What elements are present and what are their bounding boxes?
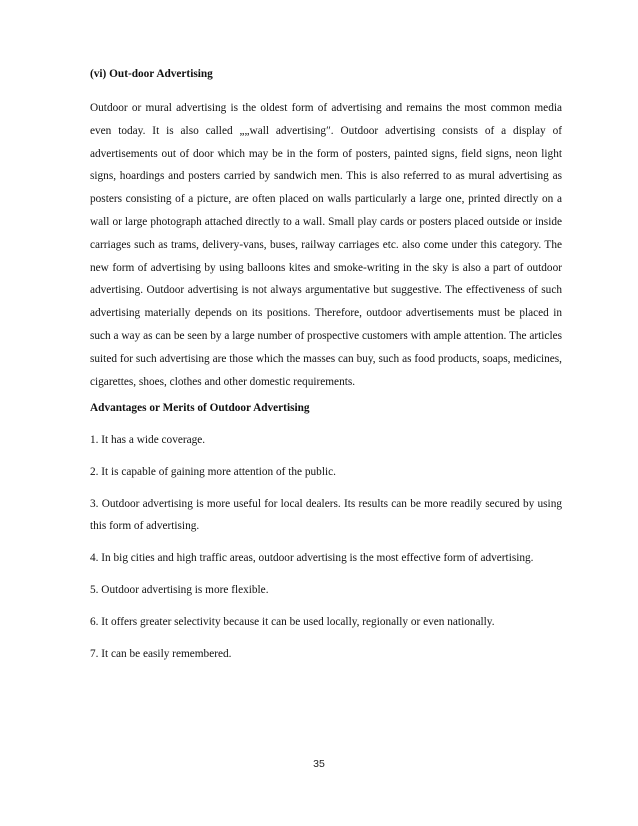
page-content <box>90 63 562 665</box>
section-heading: (vi) Out-door Advertising <box>90 68 213 80</box>
advantage-item-1: 1. It has a wide coverage. <box>90 434 206 447</box>
advantage-item-4: 4. In big cities and high traffic areas, outdoor advertising is the most effective form of advertising. <box>90 552 534 565</box>
advantage-item-3: 3. Outdoor advertising is more useful for local dealers. Its results can be more readily secured by using this form of advertising. <box>90 498 562 533</box>
advantages-heading: Advantages or Merits of Outdoor Advertising <box>90 402 310 415</box>
section-paragraph: Outdoor or mural advertising is the oldest form of advertising and remains the most common media even today. It is also called „„wall advertising″. Outdoor advertising consists of a display of advertisements out of door which may be in the form of posters, painted signs, field signs, neon light signs, hoardings and posters carried by sandwich men. This is also referred to as mural advertising as posters consisting of a picture, are often placed on walls particularly a large one, printed directly on a wall or large photograph attached directly to a wall. Small play cards or posters placed outside or inside carriages such as trams, delivery-vans, buses, railway carriages etc. also come under this category. The new form of advertising by using balloons kites and smoke-writing in the sky is also a part of outdoor advertising. Outdoor advertising is not always argumentative but suggestive. The effectiveness of such advertising materially depends on its positions. Therefore, outdoor advertisements must be placed in such a way as can be seen by a large number of prospective customers with ample attention. The articles suited for such advertising are those which the masses can buy, such as food products, soaps, medicines, cigarettes, shoes, clothes and other domestic requirements. <box>90 102 562 388</box>
advantage-item-5: 5. Outdoor advertising is more flexible. <box>90 584 269 597</box>
advantage-item-6: 6. It offers greater selectivity because it can be used locally, regionally or even nationally. <box>90 616 495 629</box>
advantage-item-2: 2. It is capable of gaining more attention of the public. <box>90 466 336 479</box>
page-number: 35 <box>313 758 325 770</box>
advantage-item-7: 7. It can be easily remembered. <box>90 648 232 661</box>
